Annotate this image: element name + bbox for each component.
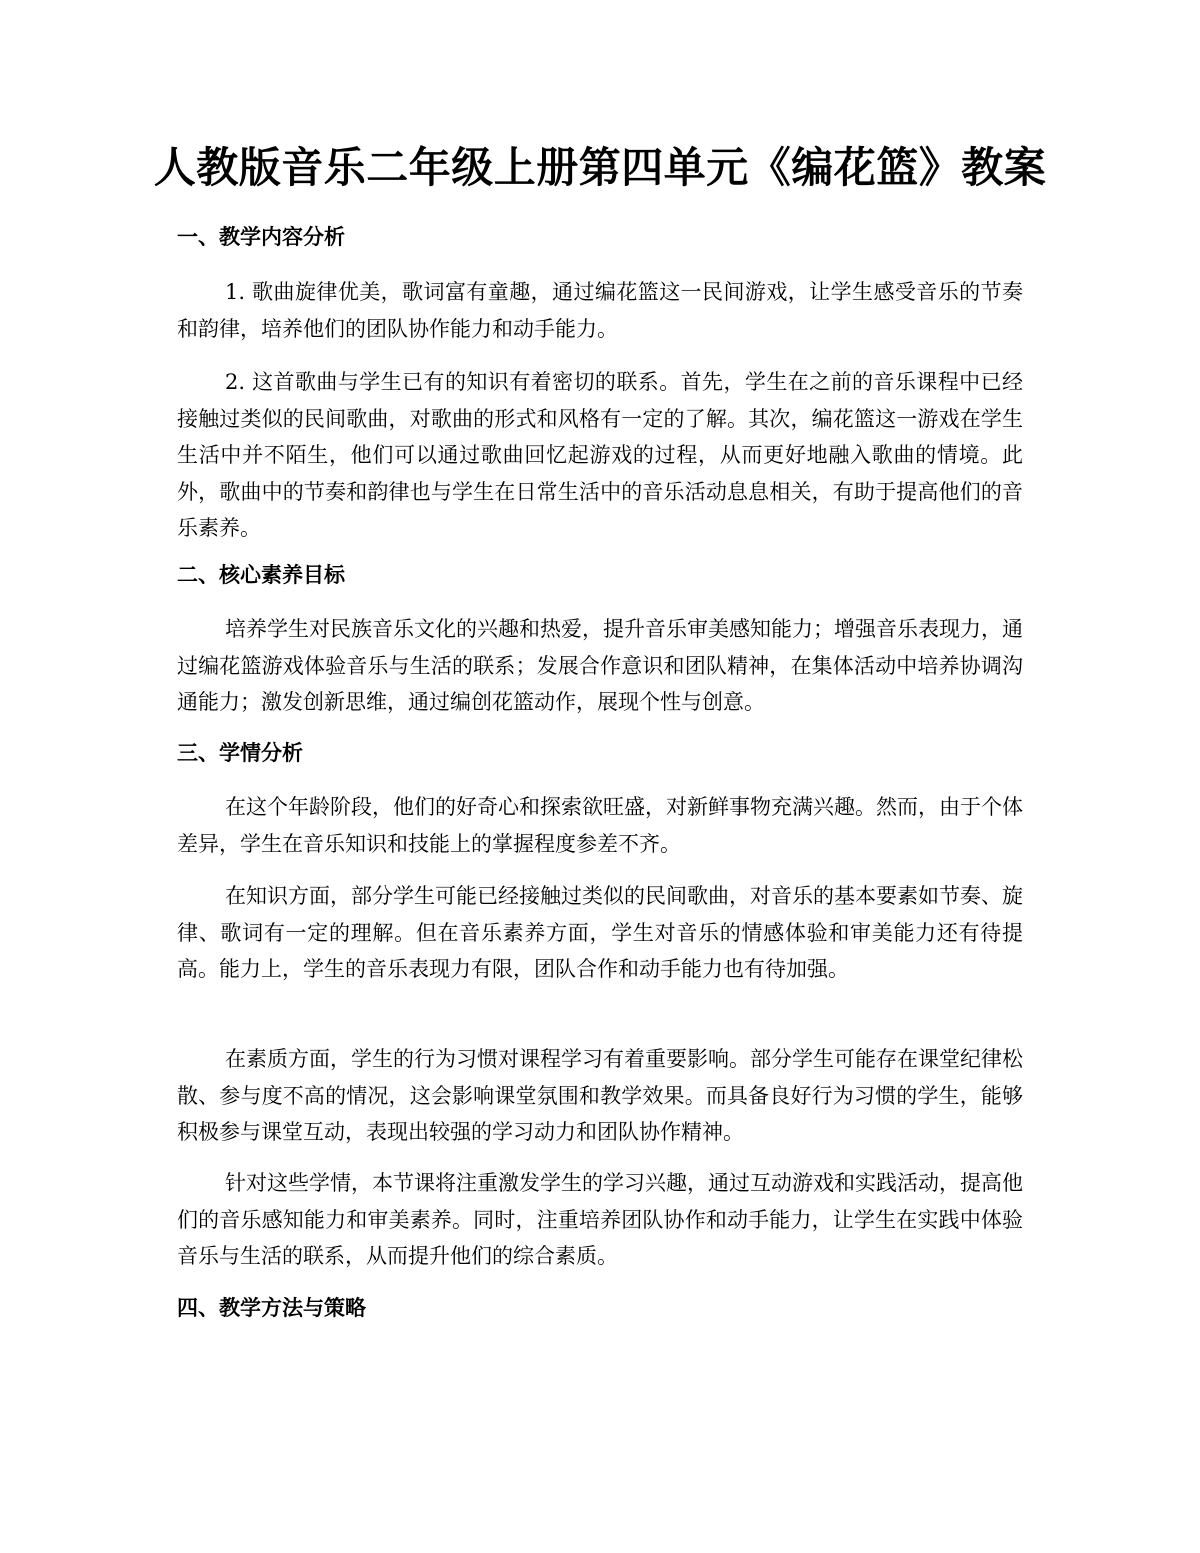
paragraph: 在这个年龄阶段，他们的好奇心和探索欲旺盛，对新鲜事物充满兴趣。然而，由于个体差异，学生在音乐知识和技能上的掌握程度参差不齐。 (177, 795, 1023, 856)
document-title: 人教版音乐二年级上册第四单元《编花篮》教案 (153, 143, 1047, 192)
paragraph: 1. 歌曲旋律优美，歌词富有童趣，通过编花篮这一民间游戏，让学生感受音乐的节奏和韵律，培养他们的团队协作能力和动手能力。 (177, 280, 1023, 341)
paragraph: 在知识方面，部分学生可能已经接触过类似的民间歌曲，对音乐的基本要素如节奏、旋律、歌词有一定的理解。但在音乐素养方面，学生对音乐的情感体验和审美能力还有待提高。能力上，学生的音乐表现力有限，团队合作和动手能力也有待加强。 (177, 884, 1023, 981)
paragraph: 2. 这首歌曲与学生已有的知识有着密切的联系。首先，学生在之前的音乐课程中已经接触过类似的民间歌曲，对歌曲的形式和风格有一定的了解。其次，编花篮这一游戏在学生生活中并不陌生，他们可以通过歌曲回忆起游戏的过程，从而更好地融入歌曲的情境。此外，歌曲中的节奏和韵律也与学生在日常生活中的音乐活动息息相关，有助于提高他们的音乐素养。 (177, 370, 1023, 540)
paragraph: 培养学生对民族音乐文化的兴趣和热爱，提升音乐审美感知能力；增强音乐表现力，通过编花篮游戏体验音乐与生活的联系；发展合作意识和团队精神，在集体活动中培养协调沟通能力；激发创新思维，通过编创花篮动作，展现个性与创意。 (177, 617, 1023, 714)
section-heading-4: 四、教学方法与策略 (177, 1295, 366, 1320)
paragraph: 在素质方面，学生的行为习惯对课程学习有着重要影响。部分学生可能存在课堂纪律松散、参与度不高的情况，这会影响课堂氛围和教学效果。而具备良好行为习惯的学生，能够积极参与课堂互动，表现出较强的学习动力和团队协作精神。 (177, 1047, 1023, 1144)
paragraph: 针对这些学情，本节课将注重激发学生的学习兴趣，通过互动游戏和实践活动，提高他们的音乐感知能力和审美素养。同时，注重培养团队协作和动手能力，让学生在实践中体验音乐与生活的联系，从而提升他们的综合素质。 (177, 1171, 1023, 1268)
section-heading-1: 一、教学内容分析 (177, 224, 345, 249)
section-heading-2: 二、核心素养目标 (177, 562, 345, 587)
section-heading-3: 三、学情分析 (177, 740, 303, 765)
